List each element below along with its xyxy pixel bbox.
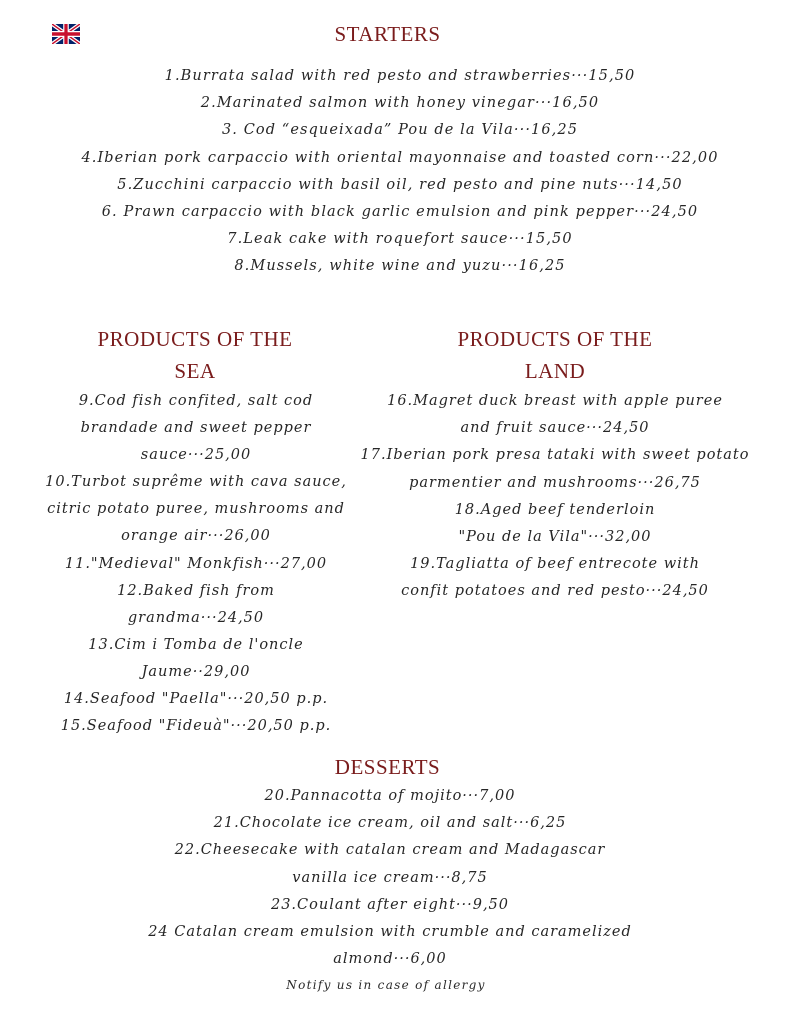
menu-line: 24 Catalan cream emulsion with crumble and caramelized	[148, 924, 632, 941]
menu-item: 3. Cod “esqueixada” Pou de la Vila···16,25	[221, 122, 579, 139]
menu-line: parmentier and mushrooms···26,75	[409, 474, 701, 491]
menu-line: confit potatoes and red pesto···24,50	[401, 583, 709, 600]
menu-line: citric potato puree, mushrooms and	[47, 501, 345, 518]
sea-heading	[70, 323, 320, 387]
land-heading-line2: LAND	[524, 359, 586, 383]
desserts-heading: DESSERTS	[334, 755, 441, 779]
sea-list	[36, 388, 356, 740]
menu-line: 15.Seafood "Fideuà"···20,50 p.p.	[60, 718, 332, 735]
land-heading-line1: PRODUCTS OF THE	[457, 327, 653, 351]
menu-line: vanilla ice cream···8,75	[292, 869, 488, 886]
menu-item: 4.Iberian pork carpaccio with oriental mayonnaise and toasted corn···22,00	[81, 149, 719, 166]
sea-heading-line2: SEA	[174, 359, 216, 383]
starters-heading: STARTERS	[334, 22, 441, 46]
sea-heading-line1: PRODUCTS OF THE	[97, 327, 293, 351]
menu-line: 21.Chocolate ice cream, oil and salt···6,25	[213, 815, 567, 832]
menu-line: 12.Baked fish from	[117, 582, 275, 599]
menu-line: brandade and sweet pepper	[80, 420, 312, 437]
menu-line: 13.Cim i Tomba de l'oncle	[88, 636, 304, 653]
menu-line: 10.Turbot suprême with cava sauce,	[45, 474, 347, 491]
land-list	[350, 388, 760, 606]
menu-line: almond···6,00	[333, 951, 447, 968]
menu-line: 9.Cod fish confited, salt cod	[78, 393, 314, 409]
desserts-list	[120, 783, 660, 973]
menu-line: 11."Medieval" Monkfish···27,00	[64, 555, 328, 572]
menu-item: 7.Leak cake with roquefort sauce···15,50	[227, 231, 573, 248]
menu-line: 19.Tagliatta of beef entrecote with	[410, 556, 700, 573]
land-heading	[430, 323, 680, 387]
menu-line: "Pou de la Vila"···32,00	[458, 529, 652, 546]
menu-line: and fruit sauce···24,50	[460, 420, 650, 437]
menu-line: Jaume··29,00	[141, 663, 251, 680]
starters-list	[0, 63, 792, 281]
menu-line: orange air···26,00	[121, 528, 271, 545]
menu-line: 22.Cheesecake with catalan cream and Madagascar	[174, 842, 606, 859]
menu-line: 20.Pannacotta of mojito···7,00	[264, 788, 516, 804]
menu-item: 1.Burrata salad with red pesto and strawberries···15,50	[164, 68, 636, 84]
menu-line: 17.Iberian pork presa tataki with sweet potato	[360, 447, 750, 464]
allergy-note: Notify us in case of allergy	[286, 978, 486, 992]
menu-item: 8.Mussels, white wine and yuzu···16,25	[234, 258, 566, 275]
menu-item: 5.Zucchini carpaccio with basil oil, red pesto and pine nuts···14,50	[117, 176, 683, 193]
menu-line: grandma···24,50	[127, 609, 265, 626]
menu-line: 16.Magret duck breast with apple puree	[387, 393, 723, 409]
menu-item: 2.Marinated salmon with honey vinegar···16,50	[200, 95, 600, 112]
menu-line: 23.Coulant after eight···9,50	[270, 896, 510, 913]
menu-line: 18.Aged beef tenderloin	[454, 501, 656, 518]
menu-item: 6. Prawn carpaccio with black garlic emulsion and pink pepper···24,50	[101, 204, 699, 221]
menu-line: 14.Seafood "Paella"···20,50 p.p.	[63, 691, 329, 708]
menu-line: sauce···25,00	[140, 447, 252, 464]
